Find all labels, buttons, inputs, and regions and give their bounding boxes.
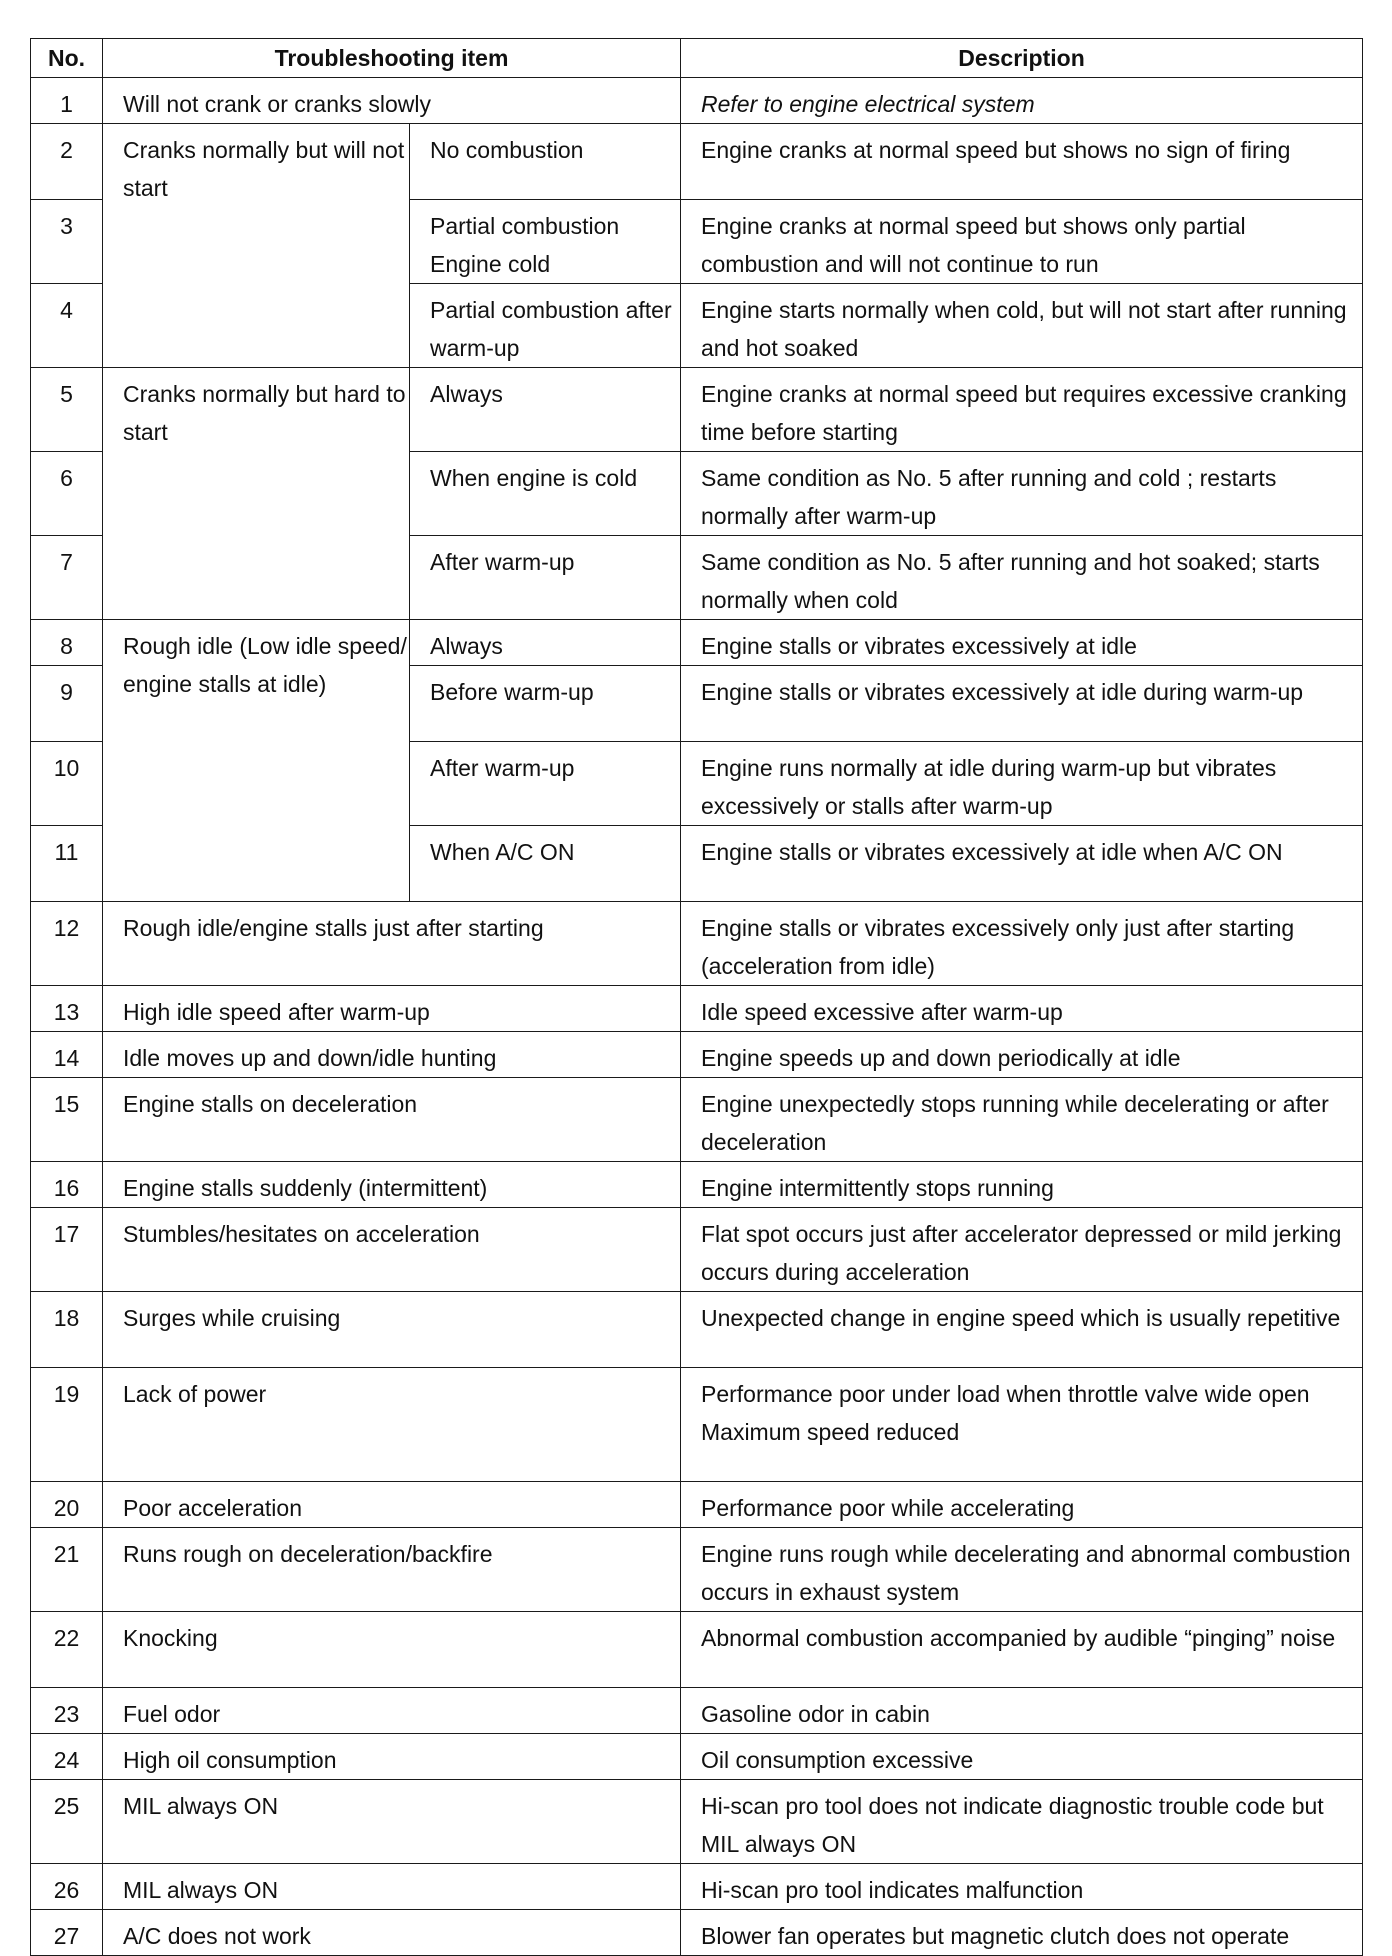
troubleshooting-subitem: Before warm-up <box>410 666 681 742</box>
row-number: 18 <box>31 1292 103 1368</box>
row-number: 5 <box>31 368 103 452</box>
table-row <box>31 1482 1363 1528</box>
troubleshooting-subitem: When A/C ON <box>410 826 681 902</box>
row-number: 4 <box>31 284 103 368</box>
description: Hi-scan pro tool does not indicate diagnostic trouble code but MIL always ON <box>681 1780 1363 1864</box>
row-number: 25 <box>31 1780 103 1864</box>
row-number: 22 <box>31 1612 103 1688</box>
troubleshooting-subitem: Always <box>410 368 681 452</box>
troubleshooting-item: High idle speed after warm-up <box>103 986 681 1032</box>
description: Same condition as No. 5 after running and hot soaked; starts normally when cold <box>681 536 1363 620</box>
table-row <box>31 1078 1363 1162</box>
row-number: 3 <box>31 200 103 284</box>
troubleshooting-item: Stumbles/hesitates on acceleration <box>103 1208 681 1292</box>
troubleshooting-item: Engine stalls suddenly (intermittent) <box>103 1162 681 1208</box>
troubleshooting-item: MIL always ON <box>103 1780 681 1864</box>
description: Engine starts normally when cold, but will not start after running and hot soaked <box>681 284 1363 368</box>
description: Engine runs normally at idle during warm-up but vibrates excessively or stalls after warm-up <box>681 742 1363 826</box>
description: Performance poor while accelerating <box>681 1482 1363 1528</box>
row-number: 7 <box>31 536 103 620</box>
description: Engine speeds up and down periodically at idle <box>681 1032 1363 1078</box>
description: Oil consumption excessive <box>681 1734 1363 1780</box>
troubleshooting-item: Idle moves up and down/idle hunting <box>103 1032 681 1078</box>
troubleshooting-item: High oil consumption <box>103 1734 681 1780</box>
troubleshooting-item: Poor acceleration <box>103 1482 681 1528</box>
troubleshooting-subitem: No combustion <box>410 124 681 200</box>
header-no: No. <box>31 39 103 78</box>
row-number: 6 <box>31 452 103 536</box>
description: Hi-scan pro tool indicates malfunction <box>681 1864 1363 1910</box>
troubleshooting-item: Rough idle/engine stalls just after starting <box>103 902 681 986</box>
row-number: 2 <box>31 124 103 200</box>
table-row <box>31 1528 1363 1612</box>
row-number: 19 <box>31 1368 103 1482</box>
table-row <box>31 1864 1363 1910</box>
troubleshooting-subitem: After warm-up <box>410 742 681 826</box>
row-number: 17 <box>31 1208 103 1292</box>
description: Engine unexpectedly stops running while decelerating or after deceleration <box>681 1078 1363 1162</box>
table-header-row <box>31 39 1363 78</box>
row-number: 21 <box>31 1528 103 1612</box>
row-number: 14 <box>31 1032 103 1078</box>
row-number: 23 <box>31 1688 103 1734</box>
troubleshooting-subitem: Partial combustion after warm-up <box>410 284 681 368</box>
table-row <box>31 1162 1363 1208</box>
header-troubleshooting-item: Troubleshooting item <box>103 39 681 78</box>
description: Gasoline odor in cabin <box>681 1688 1363 1734</box>
troubleshooting-item: MIL always ON <box>103 1864 681 1910</box>
table-row <box>31 1368 1363 1482</box>
description: Engine cranks at normal speed but requires excessive cranking time before starting <box>681 368 1363 452</box>
troubleshooting-item: Knocking <box>103 1612 681 1688</box>
description: Engine stalls or vibrates excessively at idle during warm-up <box>681 666 1363 742</box>
table-row <box>31 1688 1363 1734</box>
troubleshooting-group: Rough idle (Low idle speed/ engine stalls at idle) <box>103 620 410 902</box>
troubleshooting-group: Cranks normally but hard to start <box>103 368 410 620</box>
troubleshooting-subitem: Always <box>410 620 681 666</box>
table-row <box>31 1910 1363 1956</box>
troubleshooting-item: Engine stalls on deceleration <box>103 1078 681 1162</box>
troubleshooting-item: Surges while cruising <box>103 1292 681 1368</box>
table-row <box>31 78 1363 124</box>
row-number: 12 <box>31 902 103 986</box>
row-number: 27 <box>31 1910 103 1956</box>
troubleshooting-group: Cranks normally but will not start <box>103 124 410 368</box>
troubleshooting-table-sheet <box>30 38 1362 1949</box>
table-row <box>31 1612 1363 1688</box>
troubleshooting-table <box>30 38 1363 1956</box>
description: Unexpected change in engine speed which is usually repetitive <box>681 1292 1363 1368</box>
description: Engine cranks at normal speed but shows no sign of firing <box>681 124 1363 200</box>
row-number: 15 <box>31 1078 103 1162</box>
row-number: 9 <box>31 666 103 742</box>
description: Engine stalls or vibrates excessively at idle when A/C ON <box>681 826 1363 902</box>
table-row <box>31 1208 1363 1292</box>
row-number: 24 <box>31 1734 103 1780</box>
troubleshooting-subitem: When engine is cold <box>410 452 681 536</box>
troubleshooting-subitem: Partial combustion Engine cold <box>410 200 681 284</box>
table-row <box>31 124 1363 200</box>
description: Flat spot occurs just after accelerator depressed or mild jerking occurs during acceleration <box>681 1208 1363 1292</box>
description: Idle speed excessive after warm-up <box>681 986 1363 1032</box>
troubleshooting-subitem: After warm-up <box>410 536 681 620</box>
troubleshooting-item: A/C does not work <box>103 1910 681 1956</box>
row-number: 8 <box>31 620 103 666</box>
description: Blower fan operates but magnetic clutch does not operate <box>681 1910 1363 1956</box>
description: Engine stalls or vibrates excessively only just after starting (acceleration from idle) <box>681 902 1363 986</box>
row-number: 1 <box>31 78 103 124</box>
troubleshooting-item: Will not crank or cranks slowly <box>103 78 681 124</box>
description: Abnormal combustion accompanied by audible “pinging” noise <box>681 1612 1363 1688</box>
row-number: 10 <box>31 742 103 826</box>
description: Engine stalls or vibrates excessively at idle <box>681 620 1363 666</box>
row-number: 20 <box>31 1482 103 1528</box>
table-row <box>31 1734 1363 1780</box>
description: Performance poor under load when throttle valve wide open Maximum speed reduced <box>681 1368 1363 1482</box>
table-row <box>31 1032 1363 1078</box>
troubleshooting-item: Lack of power <box>103 1368 681 1482</box>
table-row <box>31 620 1363 666</box>
row-number: 26 <box>31 1864 103 1910</box>
description: Engine cranks at normal speed but shows only partial combustion and will not continue to run <box>681 200 1363 284</box>
header-description: Description <box>681 39 1363 78</box>
troubleshooting-item: Fuel odor <box>103 1688 681 1734</box>
table-row <box>31 986 1363 1032</box>
description: Engine runs rough while decelerating and abnormal combustion occurs in exhaust system <box>681 1528 1363 1612</box>
description: Refer to engine electrical system <box>681 78 1363 124</box>
row-number: 13 <box>31 986 103 1032</box>
description: Same condition as No. 5 after running and cold ; restarts normally after warm-up <box>681 452 1363 536</box>
troubleshooting-item: Runs rough on deceleration/backfire <box>103 1528 681 1612</box>
row-number: 16 <box>31 1162 103 1208</box>
table-row <box>31 902 1363 986</box>
table-row <box>31 1780 1363 1864</box>
row-number: 11 <box>31 826 103 902</box>
table-row <box>31 1292 1363 1368</box>
description: Engine intermittently stops running <box>681 1162 1363 1208</box>
table-row <box>31 368 1363 452</box>
